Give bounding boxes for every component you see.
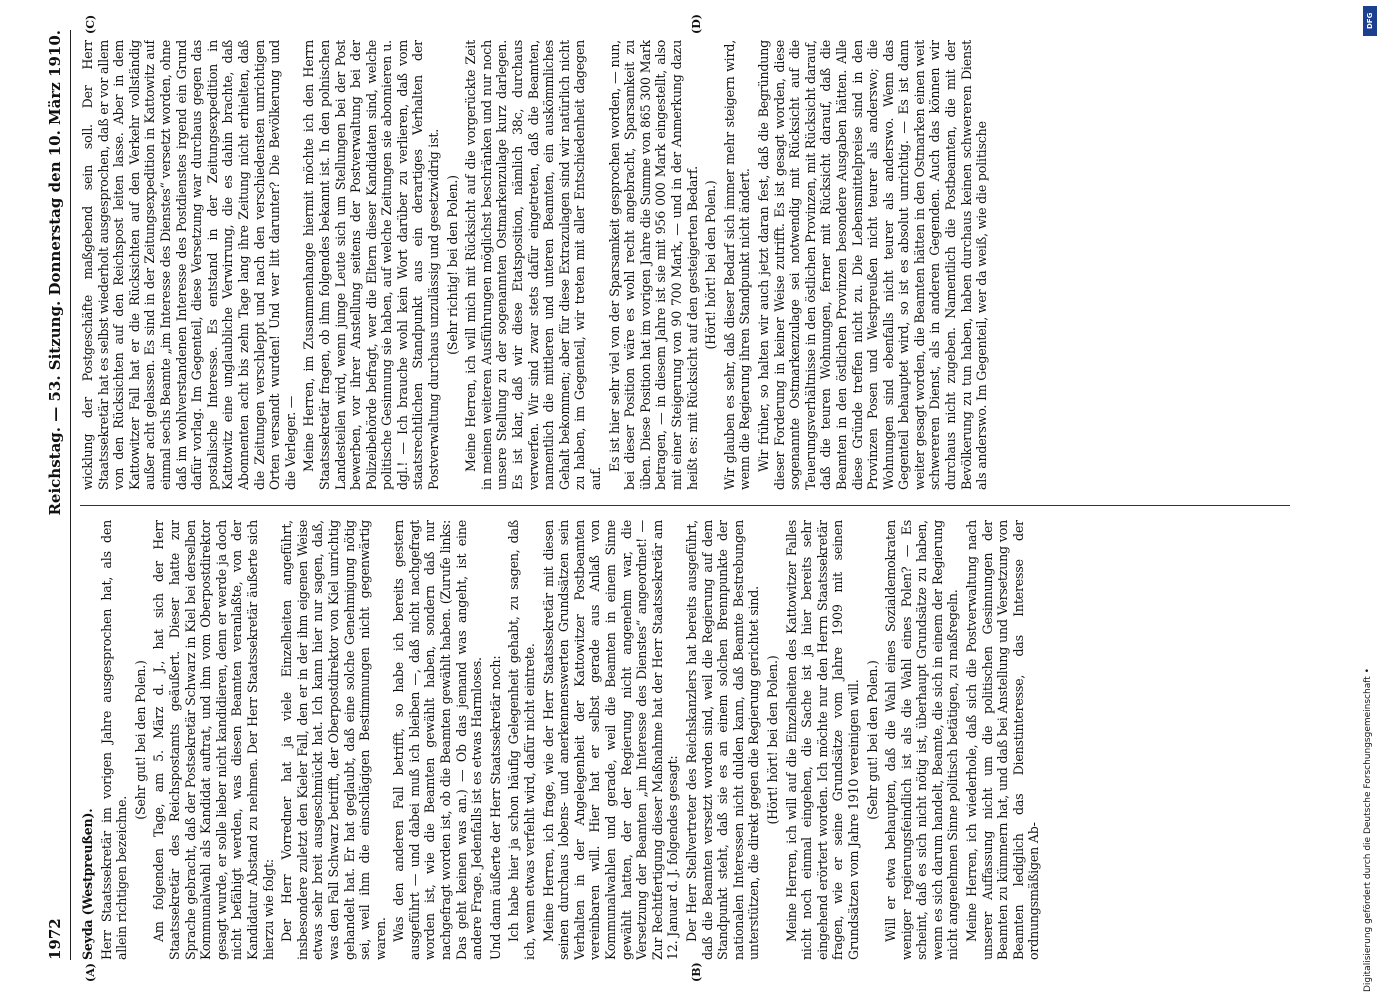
dfg-strip bbox=[1363, 6, 1377, 994]
paragraph: (Sehr gut! bei den Polen.) bbox=[864, 660, 880, 820]
dfg-logo: DFG bbox=[1363, 6, 1377, 36]
page-title: Reichstag. — 53. Sitzung. Donnerstag den 10. März 1910. bbox=[46, 30, 64, 516]
text-column-right bbox=[80, 40, 1290, 490]
paragraph: Herr Staatssekretär im vorigen Jahre ausgesprochen hat, als den allein richtigen bezeichne. bbox=[98, 520, 130, 960]
paragraph: Will er etwa behaupten, daß die Wahl eines Sozialdemokraten weniger regierungsfeindlich ist als die Wahl eines Polen? — Es scheint, daß es sich nicht nötig ist, überhaupt Grundsätze zu haben, wenn es sich darum handelt, Beamte, die sich in einem der Regierung nicht angenehmen Sinne politisch betätigen, zu maßregeln. bbox=[883, 520, 961, 960]
paragraph: Meine Herren, ich wiederhole, daß sich die Postverwaltung nach unserer Auffassung nicht um die politischen Gesinnungen der Beamten zu kümmern hat, und daß bei Anstellung und Versetzung von Beamten lediglich das Dienstinteresse, das Interesse der ordnungsmäßigen Ab- bbox=[964, 520, 1042, 960]
paragraph: Am folgenden Tage, am 5. März d. J., hat sich der Herr Staatssekretär des Reichspostamts geäußert. Dieser hatte zur Sprache gebracht, daß der Postsekretär Schwarz in Kiel bei derselben Kommunalwahl als Kandidat auftrat, und ihm vom Oberpostdirektor gesagt wurde, er solle lieber nicht kandidieren, denn er werde ja doch nicht befähigt werden, was diesen Beamten veranlaßte, von der Kandidatur Abstand zu nehmen. Der Herr Staatssekretär äußerte sich hierzu wie folgt: bbox=[151, 520, 276, 960]
paragraph: Meine Herren, ich will auf die Einzelheiten des Kattowitzer Falles nicht noch einmal eingehen, die Sache ist ja hier bereits sehr eingehend erörtert worden. Ich möchte nur den Herrn Staatssekretär fragen, wie er seine Grundsätze vom Jahre 1909 mit seinen Grundsätzen vom Jahre 1910 vereinigen will. bbox=[783, 520, 861, 960]
digitization-note: Digitalisierung gefördert durch die Deutsche Forschungsgemeinschaft • bbox=[1363, 668, 1373, 992]
paragraph: (Hört! hört! bei den Polen.) bbox=[703, 180, 719, 350]
margin-marker-a: (A) bbox=[84, 963, 97, 982]
text-column-left bbox=[80, 520, 1290, 960]
paragraph: Der Herr Stellvertreter des Reichskanzlers hat bereits ausgeführt, daß die Beamten versetzt worden sind, weil die Regierung auf dem Standpunkt steht, daß sie es an einem solchen Brennpunkte der nationalen Interessen nicht dulden kann, daß Beamte Bestrebungen unterstützen, die direkt gegen die Regierung gerichtet sind. bbox=[683, 520, 762, 960]
page-header bbox=[40, 30, 71, 960]
paragraph: Ich habe hier ja schon häufig Gelegenheit gehabt, zu sagen, daß ich, wenn etwas verfehlt wird, dafür nicht eintrete. bbox=[506, 520, 538, 960]
paragraph: Was den anderen Fall betrifft, so habe ich bereits gestern ausgeführt — und dabei muß ich bleiben —, daß nicht nachgefragt worden ist, wie die Beamten gewählt haben, sondern daß nur nachgefragt worden ist, ob die Beamten gewählt haben. (Zurufe links: Das geht keinen was an.) — Ob das jemand was angeht, ist eine andere Frage. Jedenfalls ist es etwas Harmloses. bbox=[391, 520, 485, 960]
paragraph: (Sehr richtig! bei den Polen.) bbox=[444, 175, 460, 355]
paragraph: (Hört! hört! bei den Polen.) bbox=[764, 655, 780, 825]
page-number: 1972 bbox=[46, 918, 64, 960]
paragraph: Und dann äußerte der Herr Staatssekretär noch: bbox=[487, 655, 503, 960]
paragraph: wicklung der Postgeschäfte maßgebend sein soll. Der Herr Staatssekretär hat es selbst wiederholt ausgesprochen, daß er vor allem von den Rücksichten auf den Reichspost leiten lasse. Aber in dem Kattowitzer Fall hat er die Rücksichten auf den Verkehr vollständig außer acht gelassen. Es sind in der Zeitungsexpedition in Kattowitz auf einmal sechs Beamte „im Interesse des Dienstes“ versetzt worden, ohne daß im wohlverstandenen Interesse des Postdienstes irgend ein Grund dafür vorlag. Im Gegenteil, diese Versetzung war durchaus gegen das postalische Interesse. Es entstand in der Zeitungsexpedition in Kattowitz eine unglaubliche Verwirrung, die es dahin brachte, daß Abonnenten acht bis zehn Tage lang ihre Zeitung nicht erhielten, daß die Zeitungen verschleppt und nach den verschiedensten unrichtigen Orten versandt wurden! Und wer litt darunter? Die Bevölkerung und die Verleger. — bbox=[80, 40, 298, 490]
paragraph: Der Herr Vorredner hat ja viele Einzelheiten angeführt, insbesondere zuletzt den Kieler Fall, den er in der ihm eigenen Weise etwas sehr breit ausgeschmückt hat. Ich kann hier nur sagen, daß, was den Fall Schwarz betrifft, der Oberpostdirektor von Kiel unrichtig gehandelt hat. Er hat geglaubt, daß eine solche Genehmigung nötig sei, weil ihm die einschlägigen Bestimmungen nicht gegenwärtig waren. bbox=[279, 520, 388, 960]
paragraph: Meine Herren, ich will mich mit Rücksicht auf die vorgerückte Zeit in meinen weiteren Ausführungen möglichst beschränken und nur noch unsere Stellung zu der sogenannten Ostmarkenzulage kurz darlegen. Es ist klar, daß wir diese Etatsposition, nämlich 38c, durchaus verwerfen. Wir sind zwar stets dafür eingetreten, daß die Beamten, namentlich die mittleren und unteren Beamten, ein auskömmliches Gehalt bekommen; aber für diese Extrazulagen sind wir natürlich nicht zu haben, im Gegenteil, wir treten mit aller Entschiedenheit dagegen auf. bbox=[463, 40, 603, 490]
paragraph: Wir früher, so halten wir auch jetzt daran fest, daß die Begründung dieser Forderung in keiner Weise zutrifft. Es ist gesagt worden, diese sogenannte Ostmarkenzulage sei notwendig mit Rücksicht auf die Teuerungsverhältnisse in den östlichen Provinzen, mit Rücksicht darauf, daß die teuren Wohnungen, ferner mit Rücksicht darauf, daß die Beamten in den östlichen Provinzen besondere Ausgaben hätten. Alle diese Gründe treffen nicht zu. Die Lebensmittelpreise sind in den Provinzen Posen und Westpreußen nicht teurer als anderswo; die Wohnungen sind ebenfalls nicht teurer als anderswo. Wenn das Gegenteil behauptet wird, so ist es absolut unrichtig. — Es ist dann weiter gesagt worden, die Beamten hätten in den Ostmarken einen weit schwereren Dienst, als in anderen Gegenden. Auch das können wir durchaus nicht zugeben. Namentlich die Postbeamten, die mit der Bevölkerung zu tun haben, haben durchaus keinen schwereren Dienst als anderswo. Im Gegenteil, wer da weiß, wie die politische bbox=[755, 40, 990, 490]
paragraph: Meine Herren, ich frage, wie der Herr Staatssekretär mit diesen seinen durchaus lobens- und anerkennenswerten Grundsätzen sein Verhalten in der Angelegenheit der Kattowitzer Postbeamten vereinbaren will. Hier hat er selbst gerade aus Anlaß von Kommunalwahlen und gerade, weil die Beamten in einem Sinne gewählt hatten, der der Regierung nicht angenehm war, die Versetzung der Beamten „im Interesse des Dienstes“ angeordnet! — Zur Rechtfertigung dieser Maßnahme hat der Herr Staatssekretär am 12. Januar d. J. folgendes gesagt: bbox=[540, 520, 681, 960]
paragraph: Es ist hier sehr viel von der Sparsamkeit gesprochen worden, — nun, bei dieser Position wäre es wohl recht angebracht, Sparsamkeit zu üben. Diese Position hat im vorigen Jahre die Summe von 865 300 Mark betragen, — in diesem Jahre ist sie mit 956 000 Mark eingestellt, also mit einer Steigerung von 90 700 Mark, — und in der Anmerkung dazu heißt es: mit Rücksicht auf den gesteigerten Bedarf. bbox=[606, 40, 700, 490]
paragraph: Wir glauben es sehr, daß dieser Bedarf sich immer mehr steigern wird, wenn die Regierung ihren Standpunkt nicht ändert. bbox=[721, 40, 753, 490]
paragraph: Meine Herren, im Zusammenhange hiermit möchte ich den Herrn Staatssekretär fragen, ob ihm folgendes bekannt ist. In den polnischen Landesteilen wird, wenn junge Leute sich um Stellungen bei der Post bewerben, vor ihrer Anstellung seitens der Postverwaltung bei der Polizeibehörde befragt, wer die Eltern dieser Kandidaten sind, welche politische Gesinnung sie haben, auf welche Zeitungen sie abonnieren u. dgl.! — Ich brauche wohl kein Wort darüber zu verlieren, daß vom staatsrechtlichen Standpunkt aus ein derartiges Verhalten der Postverwaltung durchaus unzulässig und gesetzwidrig ist. bbox=[301, 40, 442, 490]
column-divider bbox=[80, 505, 1290, 506]
paragraph: (Sehr gut! bei den Polen.) bbox=[132, 660, 148, 820]
margin-marker-b: (B) bbox=[690, 962, 703, 982]
margin-marker-d: (D) bbox=[690, 14, 703, 34]
paragraph: Seyda (Westpreußen). bbox=[80, 808, 95, 960]
margin-marker-c: (C) bbox=[84, 14, 97, 34]
